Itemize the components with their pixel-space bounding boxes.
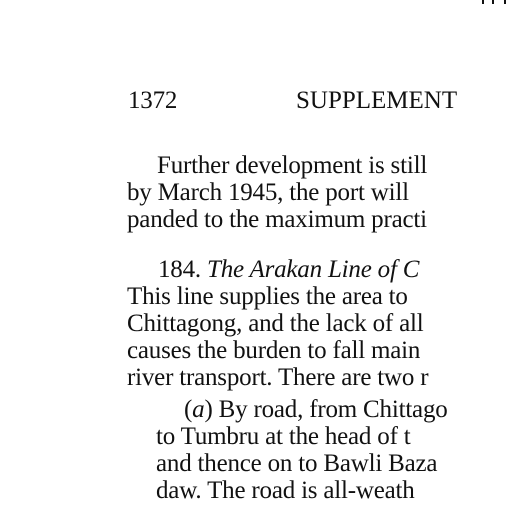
- scan-edge-mark: [480, 0, 512, 4]
- paragraph-2-line-5: river transport. There are two r: [127, 364, 429, 391]
- paragraph-3-line-2: to Tumbru at the head of t: [156, 423, 411, 450]
- paragraph-1-line-2: by March 1945, the port will: [127, 179, 409, 206]
- paragraph-1-line-1: Further development is still: [157, 152, 428, 179]
- page-title: SUPPLEMENT: [296, 87, 458, 114]
- paragraph-3-line-1-text: By road, from Chittago: [218, 396, 448, 423]
- paragraph-1-line-3: panded to the maximum practi: [127, 206, 427, 233]
- paragraph-2-line-2: This line supplies the area to: [127, 283, 408, 310]
- page-number: 1372: [128, 87, 178, 114]
- section-number: 184.: [158, 256, 201, 283]
- paragraph-3-line-3: and thence on to Bawli Baza: [156, 450, 438, 477]
- paragraph-3-line-1: [184, 396, 448, 424]
- paragraph-2-line-3: Chittagong, and the lack of all: [127, 310, 424, 337]
- paragraph-3-line-4: daw. The road is all-weath: [156, 477, 415, 504]
- section-title: The Arakan Line of C: [207, 256, 420, 283]
- section-heading-184: [158, 256, 419, 284]
- paragraph-2-line-4: causes the burden to fall main: [127, 337, 421, 364]
- list-label: (a): [184, 396, 213, 423]
